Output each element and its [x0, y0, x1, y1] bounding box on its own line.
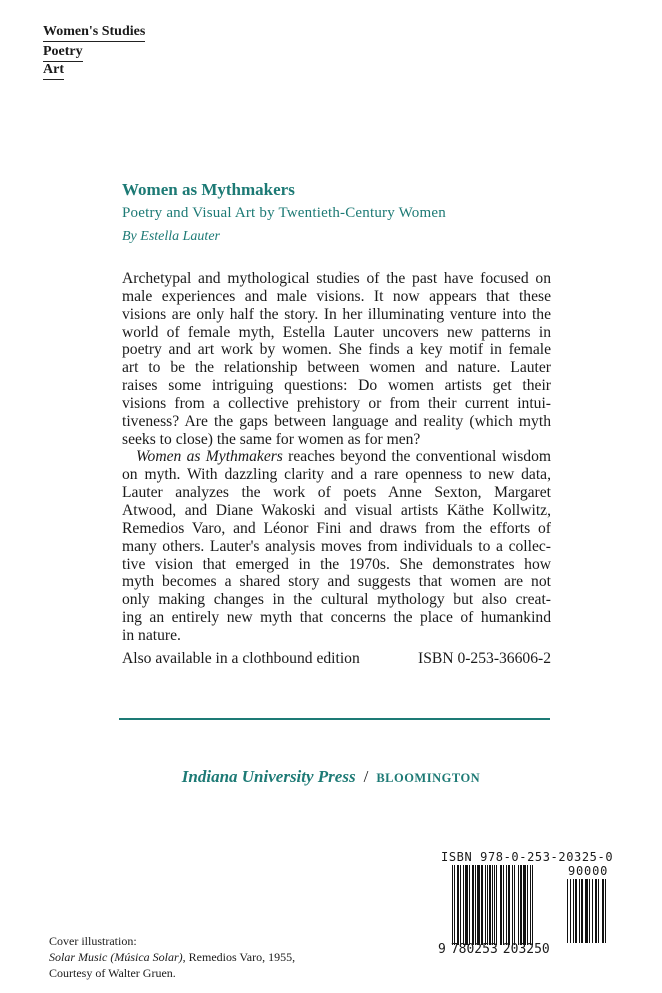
credit-label: Cover illustration: — [49, 934, 137, 948]
cloth-isbn: ISBN 0-253-36606-2 — [418, 649, 551, 667]
description-line: tive vision that emerged in the 1970s. She demonstrates how — [122, 555, 551, 573]
credit-work: Solar Music (Música Solar), Remedios Varo, 1955, — [49, 950, 296, 964]
barcode-bar — [589, 879, 590, 943]
barcode-bar — [503, 865, 504, 945]
description-line: Archetypal and mythological studies of the past have focused on — [122, 270, 551, 287]
description-line: art to be the relationship between women and nature. Lauter — [122, 359, 551, 377]
book-title: Women as Mythmakers — [122, 180, 295, 199]
barcode-bar — [500, 865, 502, 945]
barcode-bar — [567, 879, 568, 943]
category-poetry: Poetry — [43, 44, 83, 62]
description-line: on myth. With dazzling clarity and a rare openness to new data, — [122, 466, 551, 484]
barcode-bar — [518, 865, 519, 945]
description-line: ing an entirely new myth that concerns the place of humankind — [122, 609, 551, 627]
barcode-bar — [570, 879, 571, 943]
barcode-bar — [575, 879, 577, 943]
barcode-ean-digits: 9 780253 203250 — [438, 942, 550, 957]
barcode-bar — [469, 865, 470, 945]
barcode-bar — [494, 865, 495, 945]
barcode-isbn: ISBN 978-0-253-20325-0 — [441, 850, 614, 864]
barcode-bar — [506, 865, 507, 945]
description-paragraph-1 — [122, 270, 551, 448]
barcode-bar — [581, 879, 583, 943]
description-line: many others. Lauter's analysis moves from individuals to a collec- — [122, 537, 551, 555]
barcode-bar — [592, 879, 593, 943]
publisher-separator: / — [363, 767, 369, 786]
description-line: myth becomes a shared story and suggests that women are not — [122, 573, 551, 591]
barcode-bar — [523, 865, 526, 945]
description-line: world of female myth, Estella Lauter uncovers new patterns in — [122, 323, 551, 341]
availability-row — [122, 650, 551, 668]
description-line: poetry and art work by women. She finds a key motif in female — [122, 341, 551, 359]
description-line: raises some intriguing questions: Do women artists get their — [122, 377, 551, 395]
description — [122, 270, 551, 668]
barcode-bar — [454, 865, 455, 945]
description-line: Women as Mythmakers reaches beyond the conventional wisdom — [136, 448, 551, 466]
description-line: Atwood, and Diane Wakoski and visual artists Käthe Kollwitz, — [122, 501, 551, 519]
description-line: Lauter analyzes the work of poets Anne Sexton, Margaret — [122, 484, 551, 502]
description-line: male experiences and male visions. It now appears that these — [122, 287, 551, 305]
barcode-bar — [457, 865, 459, 945]
barcode-bar — [530, 865, 531, 945]
barcode-bar — [472, 865, 474, 945]
credit-courtesy: Courtesy of Walter Gruen. — [49, 966, 176, 980]
barcode-bar — [475, 865, 476, 945]
divider-rule — [119, 718, 550, 720]
barcode-bar — [585, 879, 588, 943]
availability-note: Also available in a clothbound edition — [122, 649, 360, 667]
barcode-bar — [605, 879, 606, 943]
barcode-bar — [579, 879, 580, 943]
book-title-italic: Women as Mythmakers — [136, 448, 283, 466]
barcode-bar — [595, 879, 597, 943]
barcode-bar — [520, 865, 522, 945]
cover-credit — [49, 933, 295, 981]
description-line: tiveness? Are the gaps between language and reality (which myth — [122, 412, 551, 430]
barcode-bar — [492, 865, 493, 945]
barcode-bar — [489, 865, 491, 945]
barcode-bar — [532, 865, 533, 945]
description-line: in nature. — [122, 626, 181, 644]
description-line: only making changes in the cultural mythology but also creat- — [122, 591, 551, 609]
barcode-addon-bars — [567, 879, 623, 943]
description-line: visions are only half the story. In her illuminating venture into the — [122, 305, 551, 323]
description-line: seeks to close) the same for women as for men? — [122, 430, 421, 448]
barcode-bar — [496, 865, 497, 945]
barcode-bar — [481, 865, 483, 945]
barcode-bar — [514, 865, 515, 945]
barcode-bars — [452, 865, 562, 945]
barcode-bar — [452, 865, 453, 945]
description-line: Remedios Varo, and Léonor Fini and draws from the efforts of — [122, 519, 551, 537]
barcode-bar — [573, 879, 574, 943]
description-paragraph-2 — [122, 448, 551, 644]
barcode-bar — [465, 865, 468, 945]
book-author: By Estella Lauter — [122, 229, 220, 244]
publisher-city: BLOOMINGTON — [376, 771, 481, 785]
barcode-bar — [487, 865, 488, 945]
book-subtitle: Poetry and Visual Art by Twentieth-Century Women — [122, 205, 446, 221]
publisher-name: Indiana University Press — [181, 767, 356, 786]
category-art: Art — [43, 62, 64, 80]
barcode-bar — [508, 865, 510, 945]
barcode-bar — [527, 865, 528, 945]
barcode-bar — [512, 865, 513, 945]
barcode-bar — [598, 879, 599, 943]
barcode-bar — [477, 865, 480, 945]
publisher-imprint — [0, 767, 662, 787]
barcode-bar — [602, 879, 604, 943]
barcode-bar — [460, 865, 461, 945]
barcode-addon-number: 90000 — [568, 864, 609, 878]
description-line: visions from a collective prehistory or from their current intui- — [122, 394, 551, 412]
barcode-bar — [463, 865, 464, 945]
barcode-bar — [485, 865, 486, 945]
category-womens-studies: Women's Studies — [43, 24, 145, 42]
